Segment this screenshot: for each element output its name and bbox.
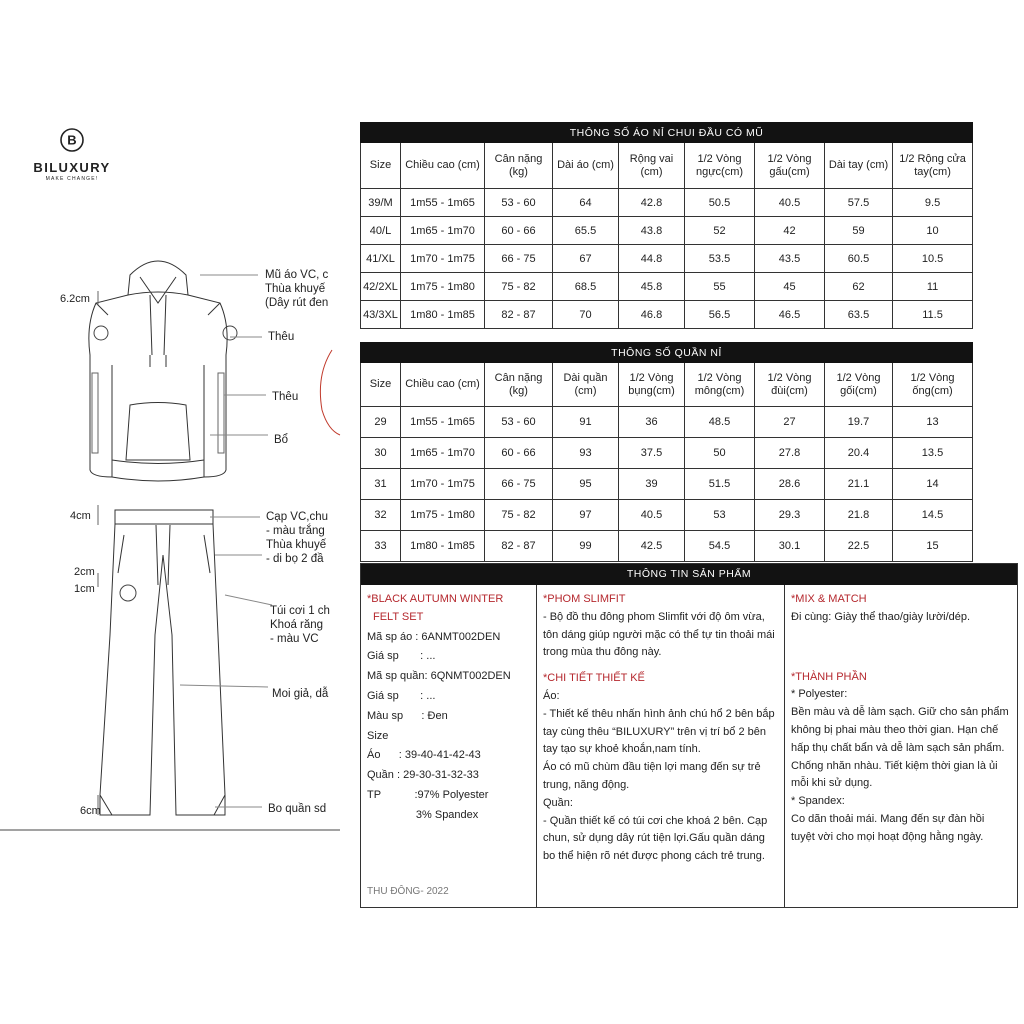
pants-size-table xyxy=(360,342,973,562)
pants-table-header-cell: 1/2 Vòng đùi(cm) xyxy=(755,363,825,407)
product-summary-column xyxy=(361,585,537,907)
pants-table-header-cell: 1/2 Vòng bụng(cm) xyxy=(619,363,685,407)
hoodie-table-cell: 46.8 xyxy=(619,301,685,329)
pants-table-cell: 66 - 75 xyxy=(485,469,553,500)
pants-table-cell: 40.5 xyxy=(619,500,685,531)
hoodie-table-cell: 67 xyxy=(553,245,619,273)
hoodie-table-cell: 11.5 xyxy=(893,301,973,329)
hoodie-table-row xyxy=(361,301,973,329)
pants-table-cell: 32 xyxy=(361,500,401,531)
pants-table-cell: 13.5 xyxy=(893,438,973,469)
product-title-line2: FELT SET xyxy=(373,610,424,623)
pants-table-cell: 29.3 xyxy=(755,500,825,531)
hoodie-table-cell: 62 xyxy=(825,273,893,301)
dim-waistband: 4cm xyxy=(70,510,91,522)
slimfit-text: - Bộ đồ thu đông phom Slimfit với độ ôm vừa, tôn dáng giúp người mặc có thể tự tin thoải mái trong mùa thu đông này. xyxy=(543,610,775,659)
product-spec-line: Màu sp : Đen xyxy=(367,709,448,722)
pants-table-cell: 53 - 60 xyxy=(485,407,553,438)
pants-table-cell: 93 xyxy=(553,438,619,469)
pants-table-cell: 21.8 xyxy=(825,500,893,531)
product-spec-line: Mã sp quần: 6QNMT002DEN xyxy=(367,670,511,683)
product-spec-line: Mã sp áo : 6ANMT002DEN xyxy=(367,630,501,643)
season-label: THU ĐÔNG- 2022 xyxy=(367,886,449,898)
pants-table-cell: 50 xyxy=(685,438,755,469)
product-spec-line: Quần : 29-30-31-32-33 xyxy=(367,769,479,782)
product-title: *BLACK AUTUMN WINTER xyxy=(367,593,504,605)
pants-table-cell: 13 xyxy=(893,407,973,438)
hoodie-table-cell: 10 xyxy=(893,217,973,245)
pants-table-header-cell: 1/2 Vòng gối(cm) xyxy=(825,363,893,407)
pants-table-cell: 22.5 xyxy=(825,531,893,562)
pants-table-cell: 95 xyxy=(553,469,619,500)
pants-table-cell: 29 xyxy=(361,407,401,438)
pants-table-cell: 82 - 87 xyxy=(485,531,553,562)
product-spec-line: Giá sp : ... xyxy=(367,689,436,702)
mix-match-text: Đi cùng: Giày thể thao/giày lười/dép. xyxy=(791,610,971,623)
pants-table-cell: 1m75 - 1m80 xyxy=(401,500,485,531)
pants-table-header-cell: 1/2 Vòng ống(cm) xyxy=(893,363,973,407)
product-spec-line: Size xyxy=(367,729,389,742)
pants-table-cell: 27 xyxy=(755,407,825,438)
callout-waistband: Cạp VC,chu - màu trắng Thùa khuyế - di bọ 2 đầ xyxy=(266,511,329,565)
pants-table-title: THÔNG SỐ QUẦN NỈ xyxy=(361,343,973,363)
hoodie-table-cell: 40.5 xyxy=(755,189,825,217)
brand-logo xyxy=(22,128,122,182)
hoodie-table-cell: 64 xyxy=(553,189,619,217)
technical-drawing xyxy=(0,255,345,855)
callout-embroidery-panel: Thêu xyxy=(272,391,299,403)
callout-pocket: Túi cơi 1 ch Khoá răng - màu VC xyxy=(270,605,330,645)
hoodie-table-cell: 45 xyxy=(755,273,825,301)
slimfit-heading: *PHOM SLIMFIT xyxy=(543,593,626,605)
svg-text:B: B xyxy=(67,132,77,148)
pants-detail-text: - Quần thiết kế có túi cơi che khoá 2 bên. Cạp chun, sử dụng dây rút tiện lợi.Gấu quần dáng bo thể hiện rõ nét được phong cách trẻ trung. xyxy=(543,814,768,863)
pants-subheading: Quần: xyxy=(543,796,573,809)
product-spec-line: Giá sp : ... xyxy=(367,650,436,663)
hoodie-table-cell: 70 xyxy=(553,301,619,329)
callout-fabric: Bổ xyxy=(274,434,289,446)
pants-table-cell: 21.1 xyxy=(825,469,893,500)
brand-name: BILUXURY xyxy=(33,160,111,175)
pants-table-cell: 15 xyxy=(893,531,973,562)
hoodie-table-cell: 43.5 xyxy=(755,245,825,273)
product-spec-line: 3% Spandex xyxy=(367,808,479,821)
spandex-text: Co dãn thoải mái. Mang đến sự đàn hồi tuyệt vời cho mọi hoạt động hằng ngày. xyxy=(791,812,985,843)
dim-hood: 6.2cm xyxy=(60,293,90,305)
hoodie-table-header-cell: Size xyxy=(361,143,401,189)
dim-pocket: 2cm xyxy=(74,566,95,578)
pants-table-cell: 1m55 - 1m65 xyxy=(401,407,485,438)
pants-table-cell: 28.6 xyxy=(755,469,825,500)
pants-table-cell: 30 xyxy=(361,438,401,469)
pants-table-cell: 48.5 xyxy=(685,407,755,438)
hoodie-table-cell: 50.5 xyxy=(685,189,755,217)
hoodie-table-cell: 60.5 xyxy=(825,245,893,273)
hoodie-table-cell: 11 xyxy=(893,273,973,301)
callout-cuff: Bo quần sd xyxy=(268,803,327,815)
pants-table-cell: 36 xyxy=(619,407,685,438)
hoodie-table-cell: 1m55 - 1m65 xyxy=(401,189,485,217)
hoodie-table-cell: 66 - 75 xyxy=(485,245,553,273)
pants-table-cell: 54.5 xyxy=(685,531,755,562)
hoodie-table-cell: 55 xyxy=(685,273,755,301)
pants-table-cell: 14.5 xyxy=(893,500,973,531)
pants-table-header-cell: 1/2 Vòng mông(cm) xyxy=(685,363,755,407)
product-spec-line: Áo : 39-40-41-42-43 xyxy=(367,749,481,762)
hoodie-table-cell: 1m70 - 1m75 xyxy=(401,245,485,273)
pants-table-cell: 31 xyxy=(361,469,401,500)
pants-table-cell: 75 - 82 xyxy=(485,500,553,531)
shirt-detail-text: - Thiết kế thêu nhấn hình ảnh chú hổ 2 bên bắp tay cùng thêu “BILUXURY” trên vị trí bổ 2 bên tay tạo sự khoẻ khoắn,nam tính. xyxy=(543,707,775,756)
pants-table-cell: 19.7 xyxy=(825,407,893,438)
hoodie-table-header-cell: Dài áo (cm) xyxy=(553,143,619,189)
hoodie-table-header-cell: 1/2 Vòng gấu(cm) xyxy=(755,143,825,189)
design-heading: *CHI TIẾT THIẾT KẾ xyxy=(543,672,645,685)
pants-table-cell: 39 xyxy=(619,469,685,500)
product-info-panel xyxy=(360,563,1018,908)
pants-table-cell: 1m80 - 1m85 xyxy=(401,531,485,562)
hoodie-table-cell: 42.8 xyxy=(619,189,685,217)
pants-table-row xyxy=(361,469,973,500)
hoodie-table-cell: 44.8 xyxy=(619,245,685,273)
callout-fly: Moi giả, dẫ xyxy=(272,688,329,700)
hoodie-table-cell: 56.5 xyxy=(685,301,755,329)
design-details-column xyxy=(537,585,785,907)
pants-table-row xyxy=(361,407,973,438)
hoodie-table-cell: 46.5 xyxy=(755,301,825,329)
hoodie-table-cell: 60 - 66 xyxy=(485,217,553,245)
hoodie-table-cell: 75 - 82 xyxy=(485,273,553,301)
pants-table-row xyxy=(361,438,973,469)
pants-table-cell: 51.5 xyxy=(685,469,755,500)
hoodie-table-cell: 1m80 - 1m85 xyxy=(401,301,485,329)
pants-table-cell: 53 xyxy=(685,500,755,531)
spandex-subheading: * Spandex: xyxy=(791,795,845,808)
hoodie-table-header-cell: Cân nặng (kg) xyxy=(485,143,553,189)
pants-table-cell: 27.8 xyxy=(755,438,825,469)
pants-table-row xyxy=(361,500,973,531)
hoodie-table-cell: 52 xyxy=(685,217,755,245)
hoodie-table-header-cell: 1/2 Vòng ngực(cm) xyxy=(685,143,755,189)
hoodie-table-cell: 1m65 - 1m70 xyxy=(401,217,485,245)
pants-table-cell: 20.4 xyxy=(825,438,893,469)
hoodie-table-cell: 53.5 xyxy=(685,245,755,273)
pants-table-cell: 14 xyxy=(893,469,973,500)
pants-table-cell: 60 - 66 xyxy=(485,438,553,469)
pants-table-header-cell: Dài quần (cm) xyxy=(553,363,619,407)
hoodie-table-cell: 82 - 87 xyxy=(485,301,553,329)
hoodie-table-row xyxy=(361,245,973,273)
hoodie-table-cell: 40/L xyxy=(361,217,401,245)
pants-table-cell: 1m65 - 1m70 xyxy=(401,438,485,469)
polyester-subheading: * Polyester: xyxy=(791,688,848,701)
hoodie-table-cell: 42/2XL xyxy=(361,273,401,301)
hoodie-table-cell: 63.5 xyxy=(825,301,893,329)
pants-table-cell: 37.5 xyxy=(619,438,685,469)
polyester-text: Bền màu và dễ làm sạch. Giữ cho sản phẩm không bị phai màu theo thời gian. Hạn chế hấp thụ chất bẩn và dễ làm sạch sản phẩm. Chống nhăn nhàu. Tiết kiệm thời gian là ủi mỗi khi sử dụng. xyxy=(791,706,1009,790)
hoodie-table-cell: 57.5 xyxy=(825,189,893,217)
hoodie-table-row xyxy=(361,189,973,217)
pants-table-cell: 30.1 xyxy=(755,531,825,562)
hoodie-table-cell: 59 xyxy=(825,217,893,245)
pants-table-cell: 33 xyxy=(361,531,401,562)
hood-detail-text: Áo có mũ chùm đầu tiện lợi mang đến sự trẻ trung, năng động. xyxy=(543,761,761,791)
pants-table-header-cell: Cân nặng (kg) xyxy=(485,363,553,407)
pants-table-header-cell: Size xyxy=(361,363,401,407)
hoodie-table-cell: 68.5 xyxy=(553,273,619,301)
dim-embroidery: 1cm xyxy=(74,583,95,595)
product-spec-line: TP :97% Polyester xyxy=(367,788,489,801)
hoodie-size-table xyxy=(360,122,973,329)
hoodie-table-cell: 65.5 xyxy=(553,217,619,245)
hoodie-table-title: THÔNG SỐ ÁO NỈ CHUI ĐẦU CÓ MŨ xyxy=(361,123,973,143)
hoodie-table-cell: 43.8 xyxy=(619,217,685,245)
hoodie-table-cell: 9.5 xyxy=(893,189,973,217)
callout-embroidery-sleeve: Thêu xyxy=(268,331,295,343)
hoodie-table-row xyxy=(361,273,973,301)
callout-hood: Mũ áo VC, c Thùa khuyế (Dây rút đen xyxy=(265,269,329,309)
dim-cuff: 6cm xyxy=(80,805,101,817)
hoodie-table-cell: 42 xyxy=(755,217,825,245)
hoodie-table-cell: 39/M xyxy=(361,189,401,217)
hoodie-table-header-cell: Rộng vai (cm) xyxy=(619,143,685,189)
shirt-subheading: Áo: xyxy=(543,689,560,702)
hoodie-table-cell: 43/3XL xyxy=(361,301,401,329)
hoodie-table-cell: 45.8 xyxy=(619,273,685,301)
materials-column xyxy=(785,585,1017,907)
hoodie-table-header-cell: Chiều cao (cm) xyxy=(401,143,485,189)
brand-b-icon xyxy=(60,128,84,152)
hoodie-table-cell: 1m75 - 1m80 xyxy=(401,273,485,301)
hoodie-table-header-cell: Dài tay (cm) xyxy=(825,143,893,189)
product-info-title: THÔNG TIN SẢN PHẨM xyxy=(361,564,1017,585)
pants-table-row xyxy=(361,531,973,562)
mix-match-heading: *MIX & MATCH xyxy=(791,593,867,605)
pants-table-cell: 99 xyxy=(553,531,619,562)
brand-tagline: MAKE CHANGE! xyxy=(45,176,99,182)
pants-table-cell: 97 xyxy=(553,500,619,531)
pants-table-cell: 91 xyxy=(553,407,619,438)
hoodie-table-header-cell: 1/2 Rộng cửa tay(cm) xyxy=(893,143,973,189)
pants-table-header-cell: Chiều cao (cm) xyxy=(401,363,485,407)
hoodie-table-cell: 10.5 xyxy=(893,245,973,273)
pants-table-cell: 42.5 xyxy=(619,531,685,562)
hoodie-table-cell: 41/XL xyxy=(361,245,401,273)
composition-heading: *THÀNH PHẦN xyxy=(791,670,867,683)
hoodie-table-row xyxy=(361,217,973,245)
hoodie-table-cell: 53 - 60 xyxy=(485,189,553,217)
pants-table-cell: 1m70 - 1m75 xyxy=(401,469,485,500)
